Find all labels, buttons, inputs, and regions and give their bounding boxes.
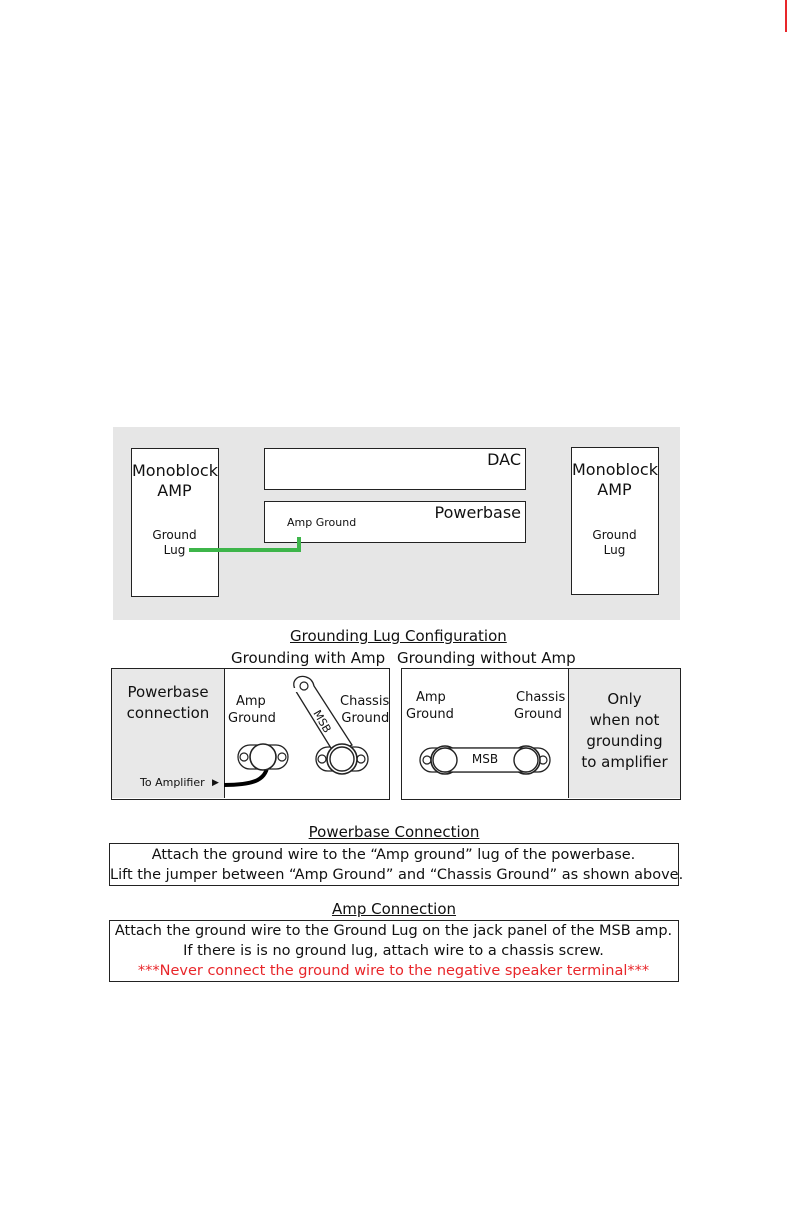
amp-connection-title: Amp Connection — [331, 900, 457, 918]
only-when-not-line4: to amplifier — [581, 753, 668, 771]
lug-config-title: Grounding Lug Configuration — [290, 627, 507, 645]
left-amp-title-line2: AMP — [157, 481, 192, 500]
chassis-ground-line2: Ground — [341, 711, 390, 726]
amp-ground-line2: Ground — [228, 711, 276, 726]
chassis-ground-line1: Chassis — [516, 690, 566, 705]
powerbase-connection-line2: connection — [126, 704, 210, 722]
left-amp-lug-line1: Ground — [152, 528, 197, 542]
right-amp-lug-line1: Ground — [592, 528, 637, 542]
powerbase-connection-box — [109, 843, 684, 886]
left-amp-title-line1: Monoblock — [132, 461, 218, 480]
powerbase-label: Powerbase — [434, 503, 521, 522]
with-amp-heading: Grounding with Amp — [231, 649, 386, 667]
arrow-right-icon: ▶ — [212, 778, 219, 788]
amp-connection-warning: ***Never connect the ground wire to the negative speaker terminal*** — [137, 963, 650, 979]
lifted-jumper-label: MSB — [310, 707, 334, 736]
powerbase-connection-line1: Powerbase — [127, 683, 209, 701]
to-amplifier-label: To Amplifier — [140, 776, 205, 789]
powerbase-connection-text-line2: Lift the jumper between “Amp Ground” and “Chassis Ground” as shown above. — [110, 867, 684, 883]
dac-label: DAC — [487, 450, 521, 469]
left-amp-lug-line2: Lug — [163, 543, 186, 557]
without-amp-heading: Grounding without Amp — [397, 649, 576, 667]
amp-ground-label: Amp Ground — [287, 516, 357, 529]
only-when-not-line1: Only — [607, 690, 642, 708]
amp-ground-line1: Amp — [236, 694, 266, 709]
amp-connection-box — [109, 920, 679, 982]
amp-connection-text-line2: If there is is no ground lug, attach wire to a chassis screw. — [183, 943, 604, 959]
only-when-not-line2: when not — [589, 711, 660, 729]
chassis-ground-line2: Ground — [514, 707, 562, 722]
amp-ground-line2: Ground — [406, 707, 454, 722]
amp-ground-line1: Amp — [416, 690, 446, 705]
right-amp-lug-line2: Lug — [603, 543, 626, 557]
chassis-ground-line1: Chassis — [340, 694, 390, 709]
powerbase-connection-text-line1: Attach the ground wire to the “Amp ground” lug of the powerbase. — [151, 847, 636, 863]
right-amp-title-line2: AMP — [597, 480, 632, 499]
powerbase-connection-title: Powerbase Connection — [308, 823, 480, 841]
installed-jumper-label: MSB — [471, 752, 499, 766]
only-when-not-line3: grounding — [586, 732, 663, 750]
right-amp-title-line1: Monoblock — [572, 460, 658, 479]
amp-connection-text-line1: Attach the ground wire to the Ground Lug on the jack panel of the MSB amp. — [114, 923, 673, 939]
